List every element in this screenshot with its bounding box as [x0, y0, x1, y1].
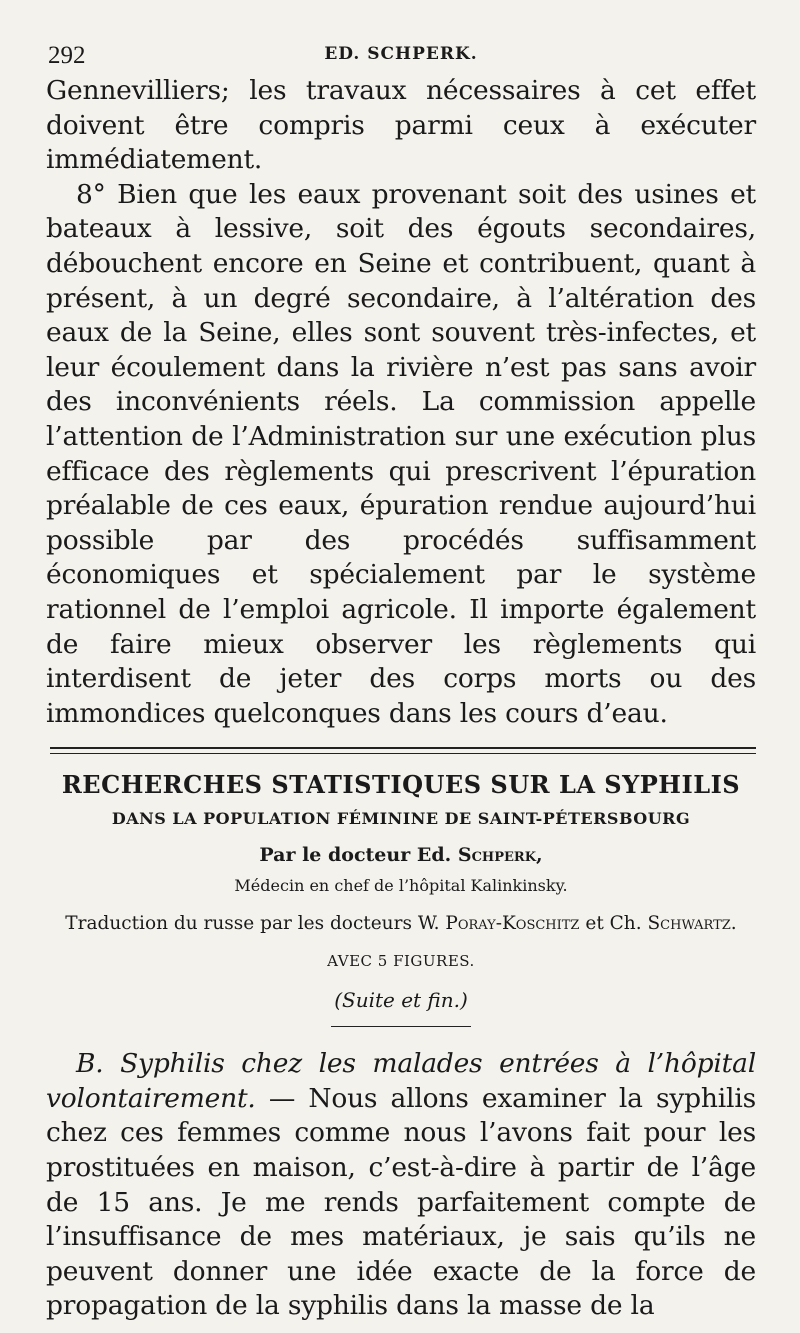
translation-prefix: Traduction du russe par les docteurs W. [65, 913, 440, 935]
section-b-heading: B. Syphilis chez les malades entrées à l’hôpital volontairement. [46, 1048, 756, 1114]
translation-mid: et Ch. [585, 913, 642, 935]
byline-prefix: Par le docteur Ed. [259, 844, 452, 867]
translator-2: Schwartz. [647, 913, 737, 935]
article-title: RECHERCHES STATISTIQUES SUR LA SYPHILIS [61, 770, 741, 800]
author-name: Schperk, [457, 844, 543, 867]
section-b-text: — Nous allons examiner la syphilis chez ces femmes comme nous l’avons fait pour les prostituées en maison, c’est-à-dire à partir de l’âge de 15 ans. Je me rends parfaitement compte de l’insuffisance de mes matériaux, je sais qu’ils ne peuvent donner une idée exacte de la force de propagation de la syphilis dans la masse de la [46, 1082, 756, 1322]
figures-note: AVEC 5 FIGURES. [327, 952, 475, 971]
author-affiliation: Médecin en chef de l’hôpital Kalinkinsky. [234, 876, 568, 896]
paragraph-item-8: 8° Bien que les eaux provenant soit des usines et bateaux à lessive, soit des égouts secondaires, débouchent encore en Seine et contribuent, quant à présent, à un degré secondaire, à l’altération des eaux de la Seine, elles sont souvent très-infectes, et leur écoulement dans la rivière n’est pas sans avoir des inconvénients réels. La commission appelle l’attention de l’Administration sur une exécution plus efficace des règlements qui prescrivent l’épuration préalable de ces eaux, épuration rendue aujourd’hui possible par des procédés suffisamment économiques et spécialement par le système rationnel de l’emploi agricole. Il importe également de faire mieux observer les règlements qui interdisent de jeter des corps morts ou des immondices quelconques dans les cours d’eau. [46, 178, 756, 729]
running-title: ED. SCHPERK. [324, 44, 478, 64]
short-rule [331, 1026, 471, 1027]
section-separator [50, 747, 756, 754]
continued-note: (Suite et fin.) [334, 988, 468, 1013]
section-b-paragraph [46, 1047, 756, 1324]
translator-1: Poray-Koschitz [445, 913, 580, 935]
running-head [46, 34, 756, 74]
byline [46, 844, 756, 866]
translation-credit [46, 913, 756, 934]
paragraph-continuation: Gennevilliers; les travaux nécessaires à cet effet doivent être compris parmi ceux à exécuter immédiatement. [46, 75, 756, 176]
page-number: 292 [48, 42, 86, 69]
article-subtitle: DANS LA POPULATION FÉMININE DE SAINT-PÉTERSBOURG [111, 809, 691, 829]
